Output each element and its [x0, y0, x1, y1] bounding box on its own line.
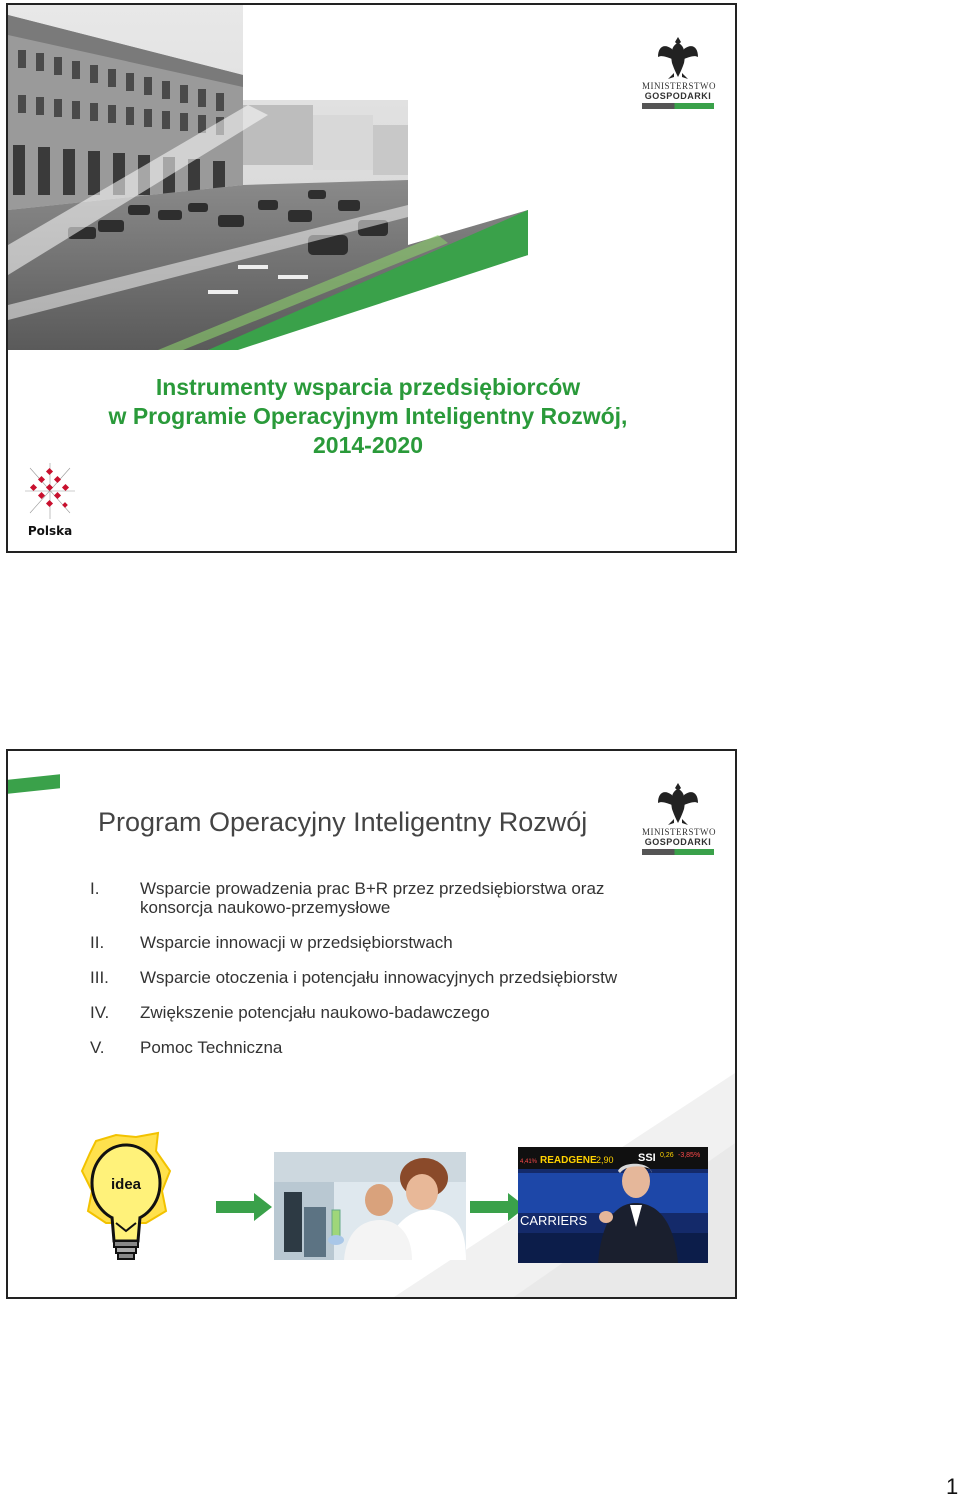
- presentation-title: [68, 373, 668, 460]
- stock-exchange-photo: [518, 1147, 708, 1263]
- laboratory-photo: [274, 1152, 466, 1260]
- title-line-1: Instrumenty wsparcia przedsiębiorców: [155, 374, 581, 400]
- item-text: Zwiększenie potencjału naukowo-badawczego: [140, 1003, 490, 1022]
- green-flag-accent: [8, 774, 60, 793]
- item-number: I.: [90, 879, 100, 898]
- item-number: II.: [90, 933, 105, 952]
- ministry-logo: [642, 33, 714, 109]
- slide-title: [6, 3, 737, 553]
- ministry-logo: [642, 779, 714, 855]
- ministry-line1: MINISTERSTWO: [642, 827, 716, 837]
- list-item: [90, 1003, 650, 1022]
- ticker-readgene: READGENE: [540, 1155, 597, 1166]
- item-text: Wsparcie innowacji w przedsiębiorstwach: [140, 933, 453, 952]
- list-item: [90, 879, 650, 917]
- title-line-2: w Programie Operacyjnym Inteligentny Rozwój,: [108, 403, 628, 429]
- arrow-right-icon: [216, 1193, 272, 1221]
- idea-lightbulb-icon: [76, 1131, 176, 1276]
- slide-program: [6, 749, 737, 1299]
- item-number: IV.: [90, 1003, 110, 1022]
- page-number: 1: [946, 1474, 959, 1499]
- polska-text: Polska: [27, 524, 73, 538]
- list-item: [90, 968, 650, 987]
- ticker-ssi: SSI: [638, 1152, 656, 1164]
- ministry-bar: [642, 849, 714, 855]
- bulb-label: idea: [110, 1176, 142, 1193]
- ticker-value-2: 0,26: [660, 1152, 674, 1159]
- item-number: III.: [90, 968, 109, 987]
- ministry-line2: GOSPODARKI: [644, 837, 712, 847]
- list-item: [90, 1038, 650, 1057]
- eagle-emblem-icon: [656, 779, 700, 827]
- polska-logo: [20, 463, 80, 538]
- ministry-line2: GOSPODARKI: [644, 91, 712, 101]
- ticker-carriers: CARRIERS: [520, 1213, 588, 1228]
- ticker-value-1: 2,90: [596, 1155, 614, 1165]
- hero-image-street: [8, 5, 528, 350]
- ticker-value-4: 4,41%: [520, 1159, 538, 1165]
- ministry-bar: [642, 103, 714, 109]
- list-item: [90, 933, 650, 952]
- item-text: Wsparcie otoczenia i potencjału innowacyjnych przedsiębiorstw: [140, 968, 618, 987]
- priority-axes-list: [90, 879, 650, 1073]
- ticker-value-3: -3,85%: [678, 1152, 701, 1159]
- title-line-3: 2014-2020: [313, 432, 423, 458]
- item-text: Pomoc Techniczna: [140, 1038, 283, 1057]
- eagle-emblem-icon: [656, 33, 700, 81]
- item-number: V.: [90, 1038, 105, 1057]
- ministry-line1: MINISTERSTWO: [642, 81, 716, 91]
- slide-title: Program Operacyjny Inteligentny Rozwój: [98, 807, 588, 837]
- polska-pattern-icon: [25, 463, 75, 519]
- item-text: Wsparcie prowadzenia prac B+R przez przedsiębiorstwa oraz konsorcja naukowo-przemysłowe: [140, 879, 605, 917]
